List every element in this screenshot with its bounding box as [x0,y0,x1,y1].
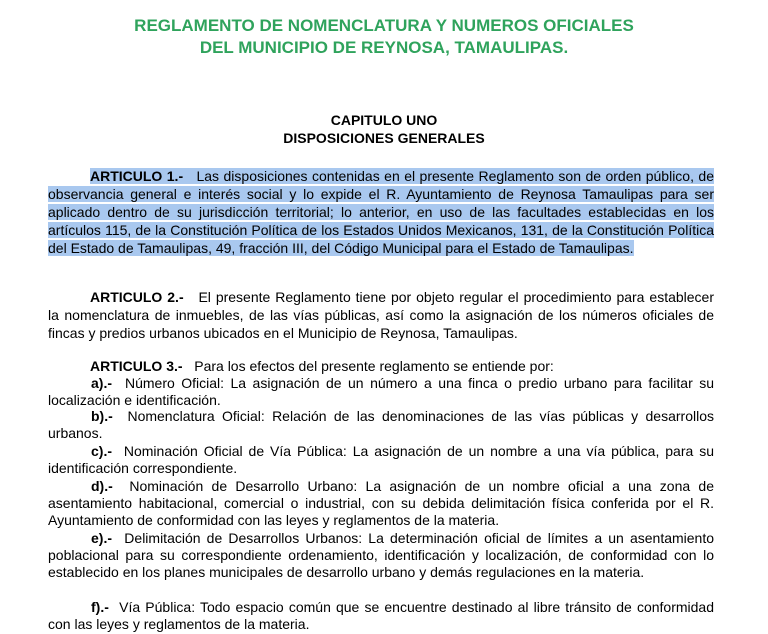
definition-item-a [48,375,714,409]
definition-label-b: b).- [91,408,113,424]
article-2-label: ARTICULO 2.- [90,289,184,305]
definition-item-c [48,443,714,477]
article-3-text: Para los efectos del presente reglamento se entiende por: [194,358,554,374]
definition-item-f [48,599,714,633]
definition-text-e: Delimitación de Desarrollos Urbanos: La determinación oficial de límites a un asentamiento poblacional para su correspondiente ordenamiento, identificación y localización, de conformidad con lo establecido en los planes municipales de desarrollo urbano y demás regulaciones en la materia. [48,530,715,580]
definition-item-e [48,530,714,581]
chapter-number: CAPITULO UNO [330,112,438,128]
document-title-line-2: DEL MUNICIPIO DE REYNOSA, TAMAULIPAS. [199,38,569,57]
document-title-line-1: REGLAMENTO DE NOMENCLATURA Y NUMEROS OFICIALES [134,16,634,35]
article-3-paragraph [48,357,714,375]
definition-label-d: d).- [91,478,113,494]
article-3-label: ARTICULO 3.- [90,358,183,374]
definition-label-e: e).- [91,530,112,546]
definition-text-a: Número Oficial: La asignación de un número a una finca o predio urbano para facilitar su localización e identificación. [48,375,715,408]
definition-label-c: c).- [91,443,112,459]
article-1-text: Las disposiciones contenidas en el presente Reglamento son de orden público, de observancia general e interés social y lo expide el R. Ayuntamiento de Reynosa Tamaulipas para ser aplicado dentro de su jurisdicción territorial; lo anterior, en uso de las facultades establecidas en los artículos 115, de la Constitución Política de los Estados Unidos Mexicanos, 131, de la Constitución Política del Estado de Tamaulipas, 49, fracción III, del Código Municipal para el Estado de Tamaulipas. [48,168,715,256]
definition-text-c: Nominación Oficial de Vía Pública: La asignación de un nombre a una vía pública, para su identificación correspondiente. [48,443,715,476]
definition-text-d: Nominación de Desarrollo Urbano: La asignación de un nombre oficial a una zona de asentamiento habitacional, comercial o industrial, con su debida delimitación física conferida por el R. Ayuntamiento de conformidad con las leyes y reglamentos de la materia. [48,478,714,528]
definition-label-f: f).- [91,599,109,615]
article-2-paragraph [48,288,714,342]
definition-item-d [48,478,714,529]
definition-label-a: a).- [91,375,112,391]
article-2-text: El presente Reglamento tiene por objeto regular el procedimiento para establecer la nomenclatura de inmuebles, de las vías públicas, así como la asignación de los números oficiales de fincas y predios urbanos ubicados en el Municipio de Reynosa, Tamaulipas. [48,289,714,341]
chapter-name: DISPOSICIONES GENERALES [283,130,485,146]
definition-text-b: Nomenclatura Oficial: Relación de las denominaciones de las vías públicas y desarrollos urbanos. [48,408,714,441]
article-1-label: ARTICULO 1.- [90,168,184,184]
definition-text-f: Vía Pública: Todo espacio común que se encuentre destinado al libre tránsito de conformidad con las leyes y reglamentos de la materia. [48,599,715,632]
definition-item-b [48,408,714,442]
article-1-paragraph[interactable] [48,167,714,257]
